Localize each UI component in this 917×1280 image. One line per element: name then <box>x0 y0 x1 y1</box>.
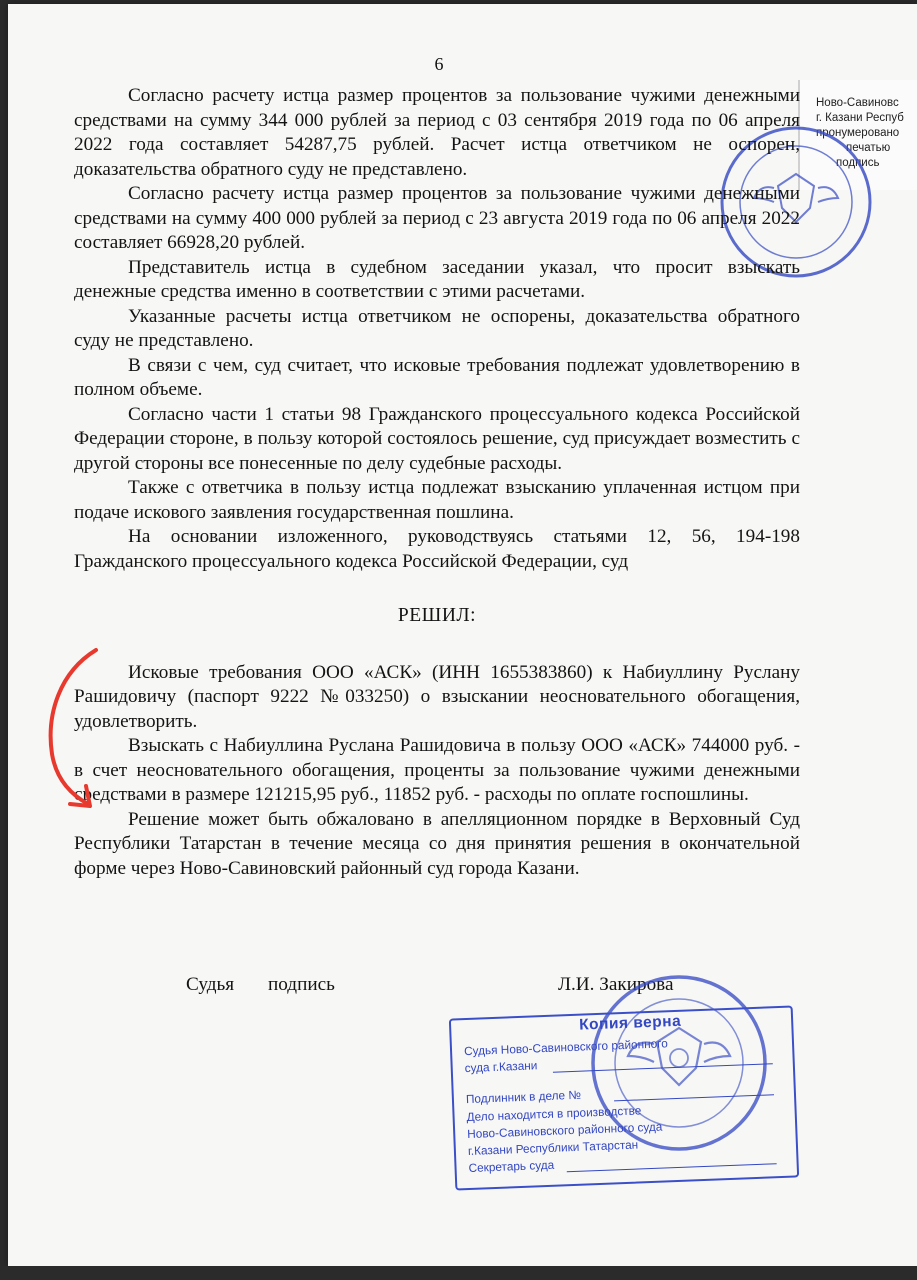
document-page <box>8 4 917 1266</box>
paragraph: Взыскать с Набиуллина Руслана Рашидовича в пользу ООО «АСК» 744000 руб. - в счет неосновательного обогащения, проценты за пользование чужими денежными средствами в размере 121215,95 руб., 11852 руб. - расходы по оплате госпошлины. <box>74 735 800 805</box>
paragraph: Также с ответчика в пользу истца подлежат взысканию уплаченная истцом при подаче искового заявления государственная пошлина. <box>74 477 800 523</box>
copy-stamp-line: Дело находится в производстве <box>466 1103 642 1125</box>
side-stamp-line: пронумеровано <box>816 127 900 139</box>
side-stamp-line: Ново-Савиновс <box>816 97 899 109</box>
paragraph: Согласно расчету истца размер процентов за пользование чужими денежными средствами на сумму 400 000 рублей за период с 23 августа 2019 года по 06 апреля 2022 составляет 66928,20 рублей. <box>74 183 800 253</box>
copy-stamp-line: Судья Ново-Савиновского районного <box>463 1036 669 1059</box>
judge-name: Л.И. Закирова <box>558 974 674 995</box>
paragraph: Представитель истца в судебном заседании указал, что просит взыскать денежные средства именно в соответствии с этими расчетами. <box>74 256 800 302</box>
decision-title: РЕШИЛ: <box>397 605 477 626</box>
sign-label: подпись <box>268 974 335 995</box>
paragraph: В связи с чем, суд считает, что исковые требования подлежат удовлетворению в полном объеме. <box>74 354 800 400</box>
document-body <box>74 84 800 881</box>
side-stamp-line: печатью <box>846 142 891 154</box>
copy-stamp-line: Подлинник в деле № <box>465 1087 582 1107</box>
copy-stamp-title: Копия верна <box>578 1012 682 1034</box>
judge-label: Судья <box>186 974 235 995</box>
paragraph: Решение может быть обжаловано в апелляционном порядке в Верховный Суд Республики Татарстан в течение месяца со дня принятия решения в окончательной форме через Ново-Савиновский районный суд города Казани. <box>74 808 800 879</box>
page-number: 6 <box>434 54 444 74</box>
paragraph: Согласно расчету истца размер процентов за пользование чужими денежными средствами на сумму 344 000 рублей за период с 03 сентября 2019 года по 06 апреля 2022 года составляет 54287,75 рублей. Расчет истца ответчиком не оспорен, доказательства обратного суду не представлено. <box>74 85 800 180</box>
copy-stamp-line: Секретарь суда <box>468 1157 555 1176</box>
paragraph: На основании изложенного, руководствуясь статьями 12, 56, 194-198 Гражданского процессуального кодекса Российской Федерации, суд <box>74 526 800 572</box>
paragraph: Указанные расчеты истца ответчиком не оспорены, доказательства обратного суду не представлено. <box>74 305 800 351</box>
copy-stamp-line: Ново-Савиновского районного суда <box>466 1119 663 1142</box>
side-stamp-line: подпись <box>836 157 880 169</box>
paragraph: Исковые требования ООО «АСК» (ИНН 1655383860) к Набиуллину Руслану Рашидовичу (паспорт 9222 №033250) о взыскании неосновательного обогащения, удовлетворить. <box>74 661 800 732</box>
copy-stamp-line: г.Казани Республики Татарстан <box>467 1137 639 1159</box>
copy-stamp-line: суда г.Казани <box>464 1058 538 1076</box>
side-stamp-line: г. Казани Респуб <box>816 112 904 124</box>
copy-stamp <box>449 1005 799 1190</box>
bottom-bar <box>0 1266 917 1280</box>
red-arrow-annotation <box>38 644 108 814</box>
paragraph: Согласно части 1 статьи 98 Гражданского процессуального кодекса Российской Федерации стороне, в пользу которой состоялось решение, суд присуждает возместить с другой стороны все понесенные по делу судебные расходы. <box>74 403 800 474</box>
